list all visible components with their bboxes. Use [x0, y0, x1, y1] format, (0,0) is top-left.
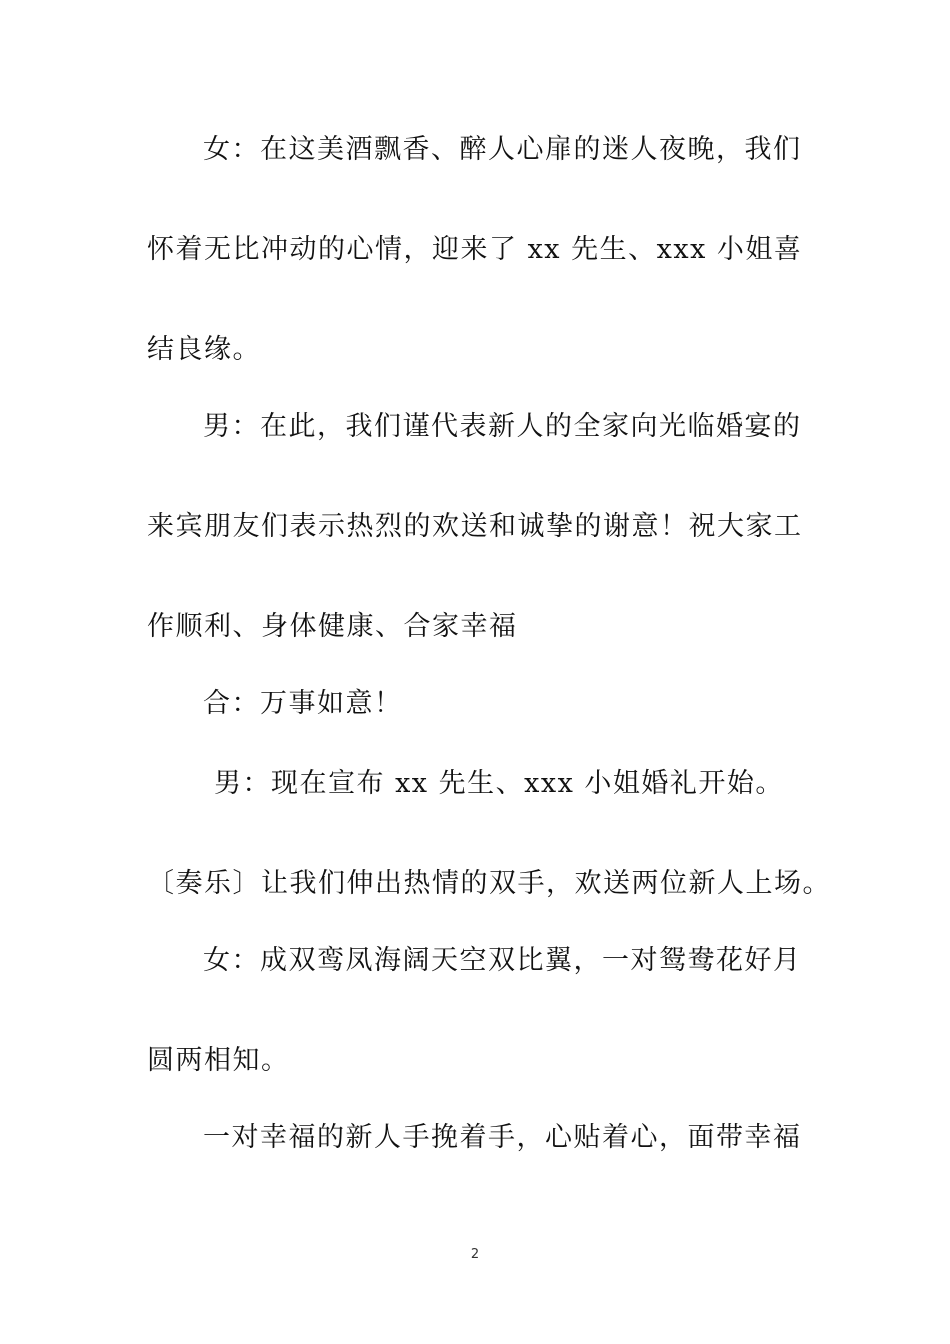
text-line-9: 〔奏乐〕让我们伸出热情的双手，欢送两位新人上场。	[147, 868, 831, 899]
text-line-1: 女：在这美酒飘香、醉人心扉的迷人夜晚，我们	[203, 134, 802, 165]
text-line-2: 怀着无比冲动的心情，迎来了 xx 先生、xxx 小姐喜	[147, 234, 803, 265]
text-line-6: 作顺利、身体健康、合家幸福	[147, 611, 518, 642]
text-line-12: 一对幸福的新人手挽着手，心贴着心，面带幸福	[203, 1122, 802, 1153]
text-line-8: 男：现在宣布 xx 先生、xxx 小姐婚礼开始。	[214, 768, 784, 799]
page-number: 2	[470, 1247, 480, 1262]
text-line-3: 结良缘。	[147, 334, 261, 365]
text-line-7: 合：万事如意！	[203, 688, 403, 719]
text-line-4: 男：在此，我们谨代表新人的全家向光临婚宴的	[203, 411, 802, 442]
text-line-10: 女：成双鸾凤海阔天空双比翼，一对鸳鸯花好月	[203, 945, 802, 976]
text-line-5: 来宾朋友们表示热烈的欢送和诚挚的谢意！祝大家工	[147, 511, 803, 542]
text-line-11: 圆两相知。	[147, 1045, 290, 1076]
